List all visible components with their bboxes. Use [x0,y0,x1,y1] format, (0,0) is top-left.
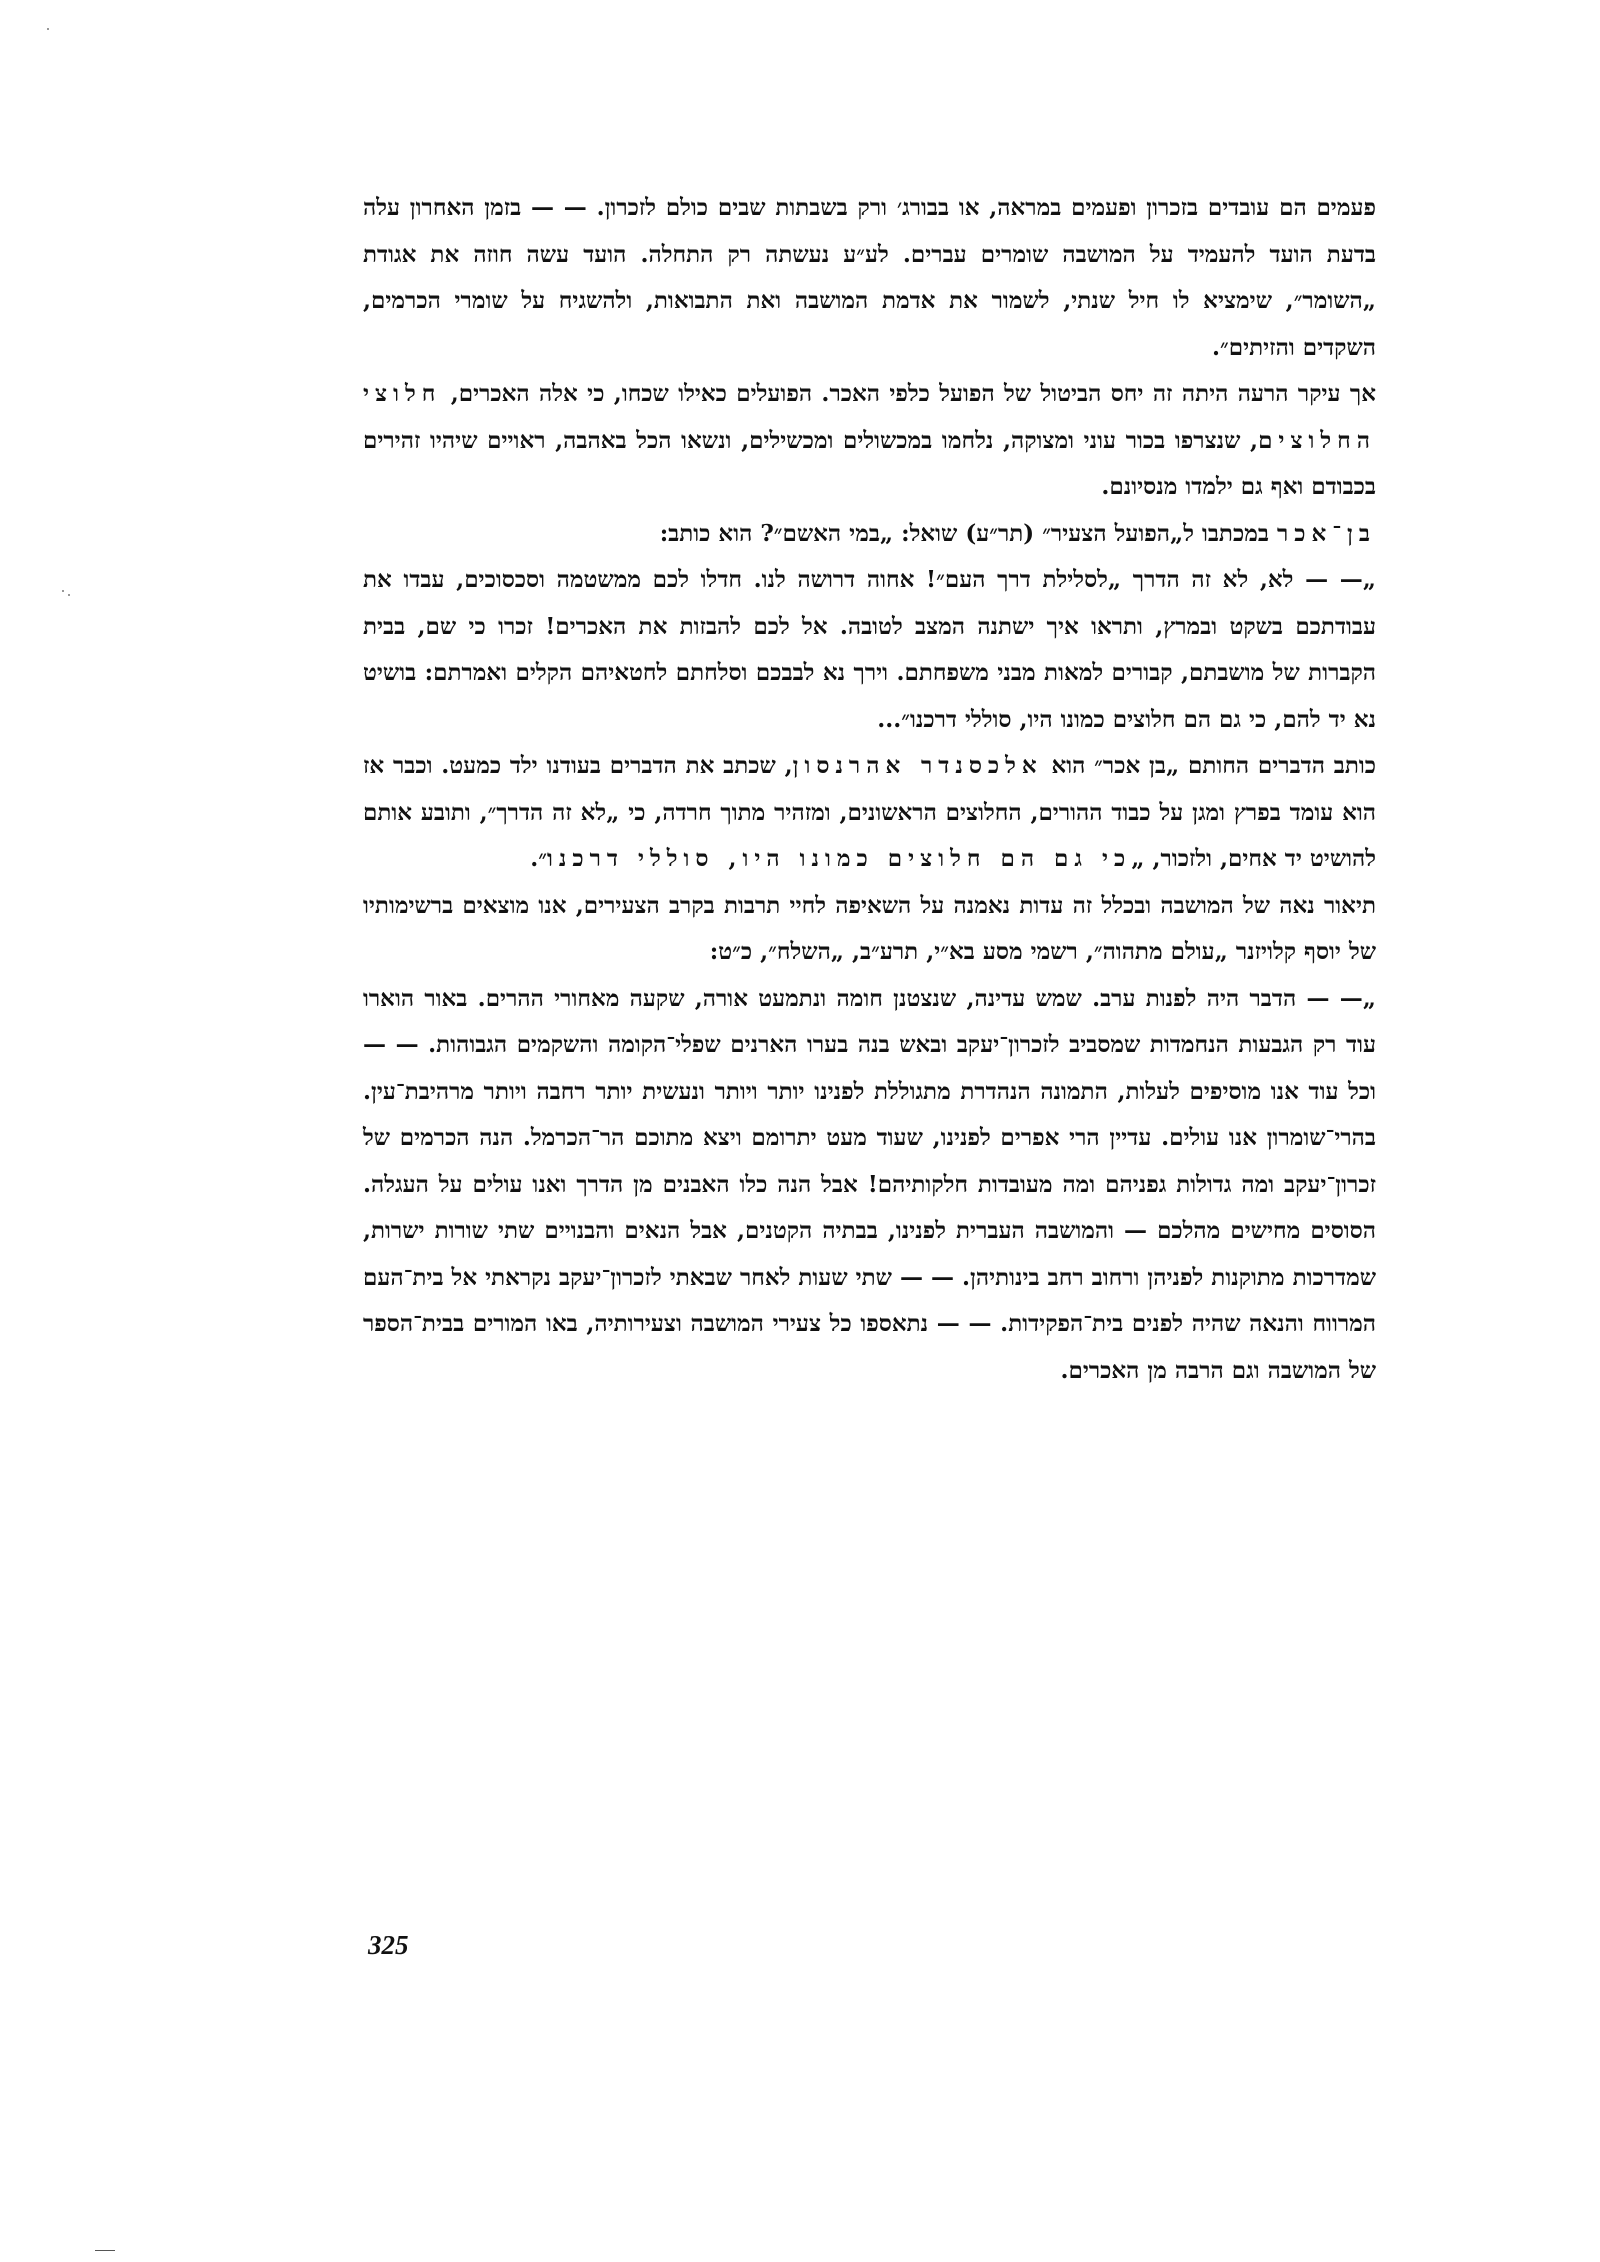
paragraph-7-text: „— — הדבר היה לפנות ערב. שמש עדינה, שנצטנן חומה ונתמעט אורה, שקעה מאחורי ההרים. באור הוארו עוד רק הגבעות הנחמדות שמסביב לזכרון־יעקב ובאש בנה בערו הארנים שפלי־הקומה והשקמים הגבוהות. — — וכל עוד אנו מוסיפים לעלות, התמונה הנהדרת מתגוללת לפנינו יותר ויותר ונעשית יותר רחבה ויותר מרהיבת־עין. בהרי־שומרון אנו עולים. עדיין הרי אפרים לפנינו, שעוד מעט יתרומם ויצא מתוכם הר־הכרמל. הנה הכרמים של זכרון־יעקב ומה גדולות גפניהם ומה מעובדות חלקותיהם! אבל הנה כלו האבנים מן הדרך ואנו עולים על העגלה. הסוסים מחישים מהלכם — והמושבה העברית לפנינו, בבתיה הקטנים, אבל הנאים והבנויים שתי שורות ישרות, שמדרכות מתוקנות לפניהן ורחוב רחב בינותיהן. — — שתי שעות לאחר שבאתי לזכרון־יעקב נקראתי אל בית־העם המרווח והנאה שהיה לפנים בית־הפקידות. — — נתאספו כל צעירי המושבה וצעירותיה, באו המורים בבית־הספר של המושבה וגם הרבה מן האכרים. [363,984,1376,1384]
paragraph-5 [363,743,1376,883]
paragraph-2-text-after: , שנצרפו בכור עוני ומצוקה, נלחמו במכשולים ומכשילים, ונשאו הכל באהבה, ראויים שיהיו זהירים בכבודם ואף גם ילמדו מנסיונם. [363,426,1376,500]
paragraph-2-spaced-term: חלוצי החלוצים [363,380,1376,454]
paragraph-6-text: תיאור נאה של המושבה ובכלל זה עדות נאמנה על השאיפה לחיי תרבות בקרב הצעירים, אנו מוצאים ברשימותיו של יוסף קלויזנר „עולם מתהוה״, רשמי מסע בא״י, תרע״ב, „השלח״, כ״ט: [363,891,1376,965]
paragraph-1 [363,185,1376,371]
paragraph-5-spaced-name: אלכסנדר אהרנסון [792,752,1043,779]
paragraph-2 [363,371,1376,511]
paragraph-3 [363,511,1376,558]
scan-speck [62,590,64,592]
scan-mark [95,2250,115,2251]
page-number: 325 [368,1930,409,1960]
paragraph-4-text: „— — לא, לא זה הדרך „לסלילת דרך העם״! אחוה דרושה לנו. חדלו לכם ממשטמה וסכסוכים, עבדו את עבודתכם בשקט ובמרץ, ותראו איך ישתנה המצב לטובה. אל לכם להבזות את האכרים! זכרו כי שם, בבית הקברות של מושבתם, קבורים למאות מבני משפחתם. וירך נא לבבכם וסלחתם לחטאיהם הקלים ואמרתם: בושיט נא יד להם, כי גם הם חלוצים כמונו היו, סוללי דרכנו״... [363,566,1376,733]
paragraph-5-text-after: ״. [530,845,547,872]
paragraph-5-spaced-quote: כי גם הם חלוצים כמונו היו, סוללי דרכנו [546,845,1132,872]
scan-speck [47,28,49,30]
paragraph-5-text-middle: , שכתב את הדברים בעודנו ילד כמעט. וכבר אז הוא עומד בפרץ ומגן על כבוד ההורים, החלוצים הראשונים, ומזהיר מתוך חרדה, כי „לא זה הדרך״, ותובע אותם להושיט יד אחים, ולזכור, „ [363,752,1376,872]
paragraph-3-spaced-term: בן־אכר [1276,519,1376,547]
paragraph-1-text: פעמים הם עובדים בזכרון ופעמים במראה, או בבורג׳ ורק בשבתות שבים כולם לזכרון. — — בזמן האחרון עלה בדעת הועד להעמיד על המושבה שומרים עברים. לע״ע נעשתה רק התחלה. הועד עשה חוזה את אגודת „השומר״, שימציא לו חיל שנתי, לשמור את אדמת המושבה ואת התבואות, ולהשגיח על שומרי הכרמים, השקדים והזיתים״. [363,194,1376,361]
paragraph-2-text-before: אך עיקר הרעה היתה זה יחס הביטול של הפועל כלפי האכר. הפועלים כאילו שכחו, כי אלה האכרים, [441,380,1376,407]
paragraph-6 [363,883,1376,976]
paragraph-7-quote [363,976,1376,1395]
paragraph-3-text-after: במכתבו ל„הפועל הצעיר״ (תר״ע) שואל: „במי האשם״? הוא כותב: [659,519,1277,547]
scan-speck [68,594,70,596]
paragraph-4-quote [363,557,1376,743]
body-text [363,185,1376,1394]
paragraph-5-text-before: כותב הדברים החותם „בן אכר״ הוא [1042,752,1376,779]
